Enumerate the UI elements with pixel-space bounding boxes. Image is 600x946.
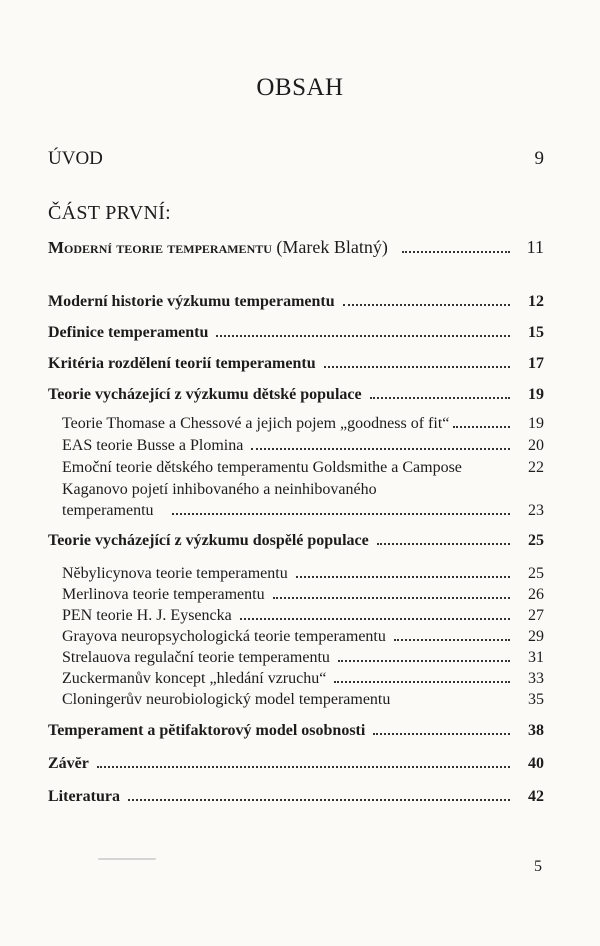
toc-entry <box>48 355 544 373</box>
dot-leader <box>373 733 510 735</box>
toc-entry <box>48 722 544 740</box>
dot-leader <box>273 597 510 599</box>
dot-leader <box>334 681 510 683</box>
toc-page: 35 <box>528 691 544 708</box>
part-title-author: (Marek Blatný) <box>271 237 388 257</box>
toc-label: Teorie vycházející z výzkumu dětské populace <box>48 386 362 403</box>
dot-leader <box>394 639 510 641</box>
dot-leader <box>296 576 510 578</box>
paper-mark <box>98 858 156 860</box>
toc-page: 9 <box>534 148 544 169</box>
toc-page: 27 <box>528 607 544 624</box>
dot-leader <box>370 397 510 399</box>
toc-label <box>48 237 388 258</box>
toc-label: Grayova neuropsychologická teorie temperamentu <box>62 628 386 645</box>
toc-label: Temperament a pĕtifaktorový model osobnosti <box>48 722 366 739</box>
toc-label: Teorie Thomase a Chessové a jejich pojem „goodness of fit“ <box>62 415 450 432</box>
dot-leader <box>377 543 510 545</box>
toc-page: 26 <box>528 586 544 603</box>
toc-subentry <box>62 502 544 520</box>
toc-subentry <box>62 649 544 667</box>
toc-label: Nĕbylicynova teorie temperamentu <box>62 565 288 582</box>
toc-label: Emoční teorie dětského temperamentu Goldsmithe a Campose <box>62 459 462 476</box>
toc-subentry <box>62 607 544 625</box>
toc-page: 42 <box>528 788 544 805</box>
toc-page: 33 <box>528 670 544 687</box>
dot-leader <box>343 304 510 306</box>
toc-entry-part-title <box>48 237 544 258</box>
toc-page: 12 <box>528 293 544 310</box>
toc-page: 31 <box>528 649 544 666</box>
toc-page: 40 <box>528 755 544 772</box>
toc-label: Moderní historie výzkumu temperamentu <box>48 293 335 310</box>
toc-subentry <box>62 565 544 583</box>
dot-leader <box>172 513 510 515</box>
toc-page: 11 <box>526 237 544 257</box>
toc-label: Definice temperamentu <box>48 324 209 341</box>
toc-page: 19 <box>528 415 544 432</box>
toc-label: EAS teorie Busse a Plomina <box>62 437 244 454</box>
toc-page: 22 <box>528 459 544 476</box>
page-title: OBSAH <box>256 74 344 101</box>
dot-leader <box>128 799 510 801</box>
part-heading: ČÁST PRVNÍ: <box>48 202 172 224</box>
toc-label: ÚVOD <box>48 148 103 169</box>
toc-page: 38 <box>528 722 544 739</box>
dot-leader <box>97 766 510 768</box>
toc-page: 25 <box>528 565 544 582</box>
toc-page: 15 <box>528 324 544 341</box>
dot-leader <box>453 426 510 428</box>
toc-subentry <box>62 415 544 433</box>
toc-entry <box>48 788 544 806</box>
dot-leader <box>338 660 510 662</box>
dot-leader <box>324 366 510 368</box>
toc-label: Závĕr <box>48 755 89 772</box>
toc-entry <box>48 386 544 404</box>
toc-label: temperamentu <box>62 502 154 519</box>
page-number: 5 <box>534 858 542 875</box>
toc-entry <box>48 324 544 342</box>
dot-leader <box>251 448 510 450</box>
toc-label: Cloningerův neurobiologický model temperamentu <box>62 691 391 708</box>
toc-page: 29 <box>528 628 544 645</box>
dot-leader <box>402 251 510 253</box>
toc-entry <box>48 293 544 311</box>
toc-page: 19 <box>528 386 544 403</box>
toc-label: Zuckermanův koncept „hledání vzruchu“ <box>62 670 327 687</box>
toc-subentry <box>62 670 544 688</box>
toc-label: Kaganovo pojetí inhibovaného a neinhibovaného <box>62 481 377 498</box>
toc-subentry <box>62 481 544 499</box>
toc-label: Merlinova teorie temperamentu <box>62 586 265 603</box>
dot-leader <box>216 335 510 337</box>
toc-page: 17 <box>528 355 544 372</box>
toc-label: PEN teorie H. J. Eysencka <box>62 607 232 624</box>
toc-subentry <box>62 437 544 455</box>
toc-label: Kritéria rozdělení teorií temperamentu <box>48 355 316 372</box>
toc-page: 25 <box>528 532 544 549</box>
toc-entry <box>48 755 544 773</box>
dot-leader <box>240 618 510 620</box>
part-title-main: Moderní teorie temperamentu <box>48 238 272 257</box>
toc-subentry <box>62 691 544 709</box>
toc-entry <box>48 532 544 550</box>
toc-subentry <box>62 586 544 604</box>
toc-entry-intro <box>48 148 544 170</box>
toc-page: 23 <box>528 502 544 519</box>
toc-subentry <box>62 628 544 646</box>
toc-label: Literatura <box>48 788 120 805</box>
toc-subentry <box>62 459 544 477</box>
toc-label: Strelauova regulační teorie temperamentu <box>62 649 330 666</box>
toc-label: Teorie vycházející z výzkumu dospělé populace <box>48 532 369 549</box>
toc-page: 20 <box>528 437 544 454</box>
